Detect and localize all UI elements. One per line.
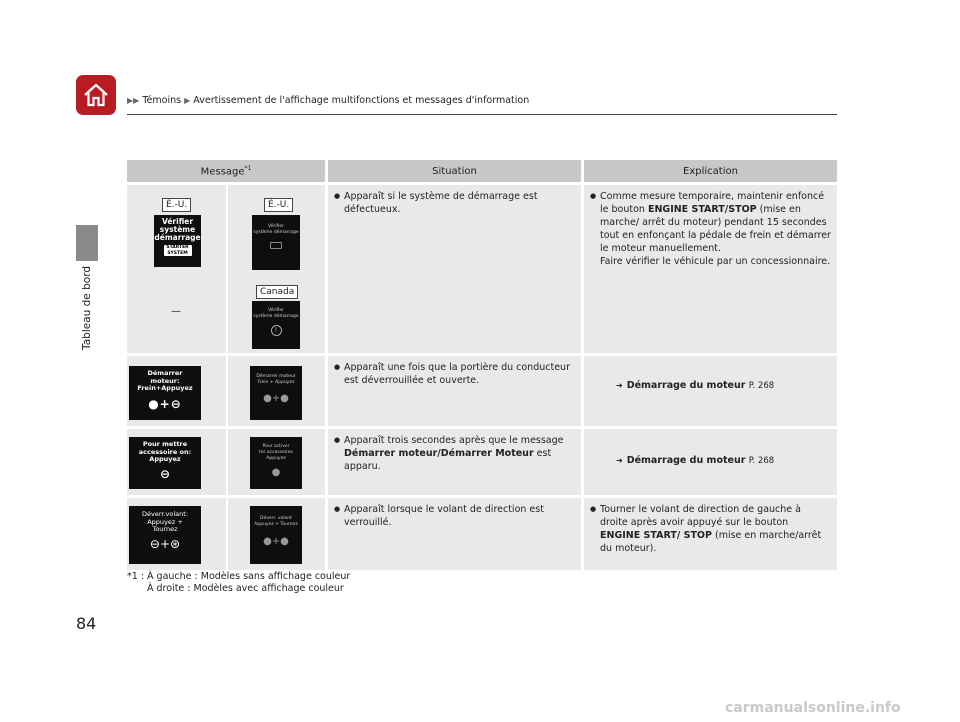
situation-cell xyxy=(325,498,581,570)
message-images-cell xyxy=(127,356,325,426)
mono-display-column xyxy=(127,185,226,353)
not-applicable-dash: — xyxy=(171,306,181,317)
section-label: Tableau de bord xyxy=(81,266,93,350)
explication-text: ● Comme mesure temporaire, maintenir enfoncé le bouton ENGINE START/STOP (mise en marche/ arrêt du moteur) pendant 15 secondes tout en enfonçant la pédale de frein et démarrer le moteur manuellement. xyxy=(590,190,831,255)
button-plus-steering-icon: ⊖+⊛ xyxy=(149,536,181,551)
footnote-ref: *1 xyxy=(244,164,252,172)
breadcrumb-separator: ▶ xyxy=(184,96,191,105)
table-header-row xyxy=(127,160,837,182)
explication-cell xyxy=(581,498,837,570)
page-reference-link[interactable]: ➜ Démarrage du moteur P. 268 xyxy=(616,380,775,391)
explication-cell xyxy=(581,429,837,495)
mono-display-screen: Démarrer moteur: Frein+Appuyez ●+⊖ xyxy=(129,366,201,420)
mono-display-screen: Pour mettre accessoire on: Appuyez ⊖ xyxy=(129,437,201,489)
reference-arrow-icon: ➜ xyxy=(616,381,623,390)
mono-display-screen xyxy=(154,215,201,267)
region-badge-us: É.-U. xyxy=(162,198,191,212)
watermark: carmanualsonline.info xyxy=(725,700,901,716)
footnote: *1 : À gauche : Modèles sans affichage couleur À droite : Modèles avec affichage couleur xyxy=(127,571,351,594)
color-display-column xyxy=(226,185,325,353)
engine-start-button-icon: ⊖ xyxy=(159,466,171,481)
column-header-message: Message$^{*1}$ xyxy=(127,160,325,182)
message-images-cell xyxy=(127,498,325,570)
mono-screen-text: Vérifier système démarrage xyxy=(154,217,201,242)
situation-text: ● Apparaît une fois que la portière du conducteur est déverrouillée et ouverte. xyxy=(334,361,575,387)
table-row xyxy=(127,498,837,570)
color-display-screen: Pour activer les accessoires Appuyez ● xyxy=(250,437,302,489)
region-badge-us: É.-U. xyxy=(264,198,293,212)
button-plus-steering-icon: ●+● xyxy=(263,536,289,547)
table-row xyxy=(127,185,837,353)
table-row xyxy=(127,429,837,495)
message-images-cell xyxy=(127,429,325,495)
brake-plus-button-icon: ●+⊖ xyxy=(148,396,182,411)
message-images-cell xyxy=(127,185,325,353)
engine-start-button-icon: ● xyxy=(271,467,281,478)
section-tab-marker xyxy=(76,225,98,261)
color-display-screen: Vérifier système démarrage xyxy=(252,215,300,270)
header-rule xyxy=(127,114,837,115)
explication-cell xyxy=(581,356,837,426)
explication-cell xyxy=(581,185,837,353)
starter-system-icon: STARTER SYSTEM xyxy=(164,245,192,256)
brake-plus-button-icon: ●+● xyxy=(263,393,289,404)
region-badge-canada: Canada xyxy=(256,285,298,299)
explication-note: Faire vérifier le véhicule par un concessionnaire. xyxy=(600,256,831,267)
table-row xyxy=(127,356,837,426)
page-reference-link[interactable]: ➜ Démarrage du moteur P. 268 xyxy=(616,455,775,466)
reference-arrow-icon: ➜ xyxy=(616,456,623,465)
message-table xyxy=(127,157,837,573)
starter-system-icon xyxy=(270,242,282,249)
starter-warning-icon: ! xyxy=(271,325,282,336)
home-button[interactable] xyxy=(76,75,116,115)
situation-text: ● Apparaît lorsque le volant de direction est verrouillé. xyxy=(334,503,575,529)
color-display-screen-canada: Vérifier système démarrage ! xyxy=(252,301,300,349)
breadcrumb-item-temoins[interactable]: Témoins xyxy=(142,95,182,106)
situation-text: ● Apparaît si le système de démarrage est défectueux. xyxy=(334,190,575,216)
column-header-situation: Situation xyxy=(325,160,581,182)
page-number: 84 xyxy=(76,614,97,633)
situation-text: ● Apparaît trois secondes après que le message Démarrer moteur/Démarrer Moteur est apparu. xyxy=(334,434,575,473)
column-header-explication: Explication xyxy=(581,160,837,182)
breadcrumb-item-current: Avertissement de l'affichage multifonctions et messages d'information xyxy=(193,95,530,106)
breadcrumb xyxy=(127,95,529,106)
color-display-screen: Déverr. volant Appuyez + Tournez ●+● xyxy=(250,506,302,564)
situation-cell xyxy=(325,356,581,426)
situation-cell xyxy=(325,429,581,495)
situation-cell xyxy=(325,185,581,353)
breadcrumb-arrow: ▶▶ xyxy=(127,96,140,105)
home-icon xyxy=(83,83,109,107)
mono-display-screen: Déverr.volant: Appuyez + Tournez ⊖+⊛ xyxy=(129,506,201,564)
color-display-screen: Démarrer moteur Frein + Appuyez ●+● xyxy=(250,366,302,420)
explication-text: ● Tourner le volant de direction de gauche à droite après avoir appuyé sur le bouton ENGINE START/ STOP (mise en marche/arrêt du moteur). xyxy=(590,503,831,555)
